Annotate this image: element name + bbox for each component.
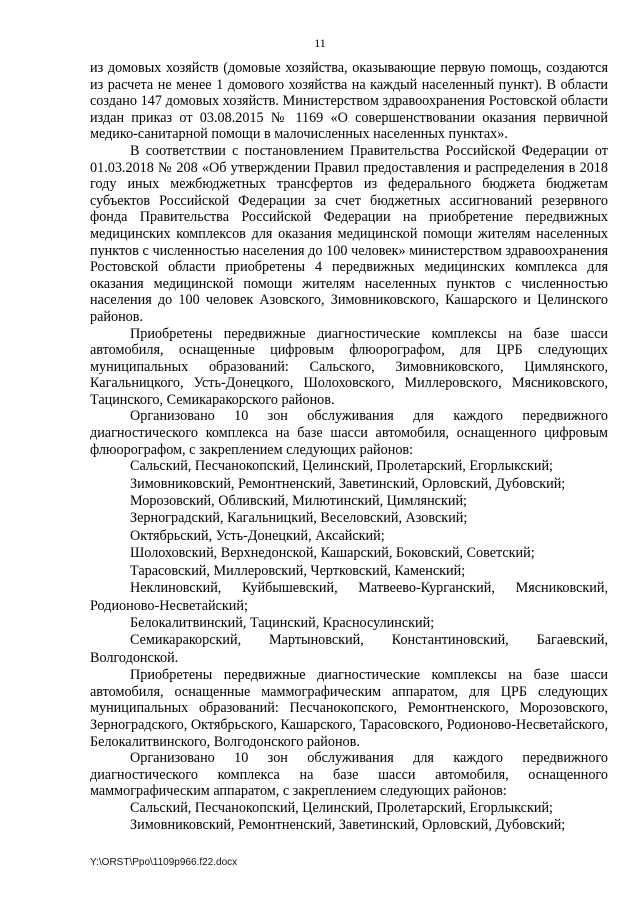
list-item: Октябрьский, Усть-Донецкий, Аксайский; (130, 527, 385, 544)
footer-file-path: Y:\ORST\Ppo\1109p966.f22.docx (90, 857, 238, 868)
list-item: Зерноградский, Кагальницкий, Веселовский, Азовский; (130, 510, 468, 527)
paragraph-government-decree: В соответствии с постановлением Правительства Российской Федерации от 01.03.2018 № 208 «Об утверждении Правил предоставления и распределения в 2018 году иных межбюджетных трансфертов из федерального бюджета бюджетам субъектов Российской Федерации за счет бюджетных ассигнований резервного фонда Правительства Российской Федерации на приобретение передвижных медицинских комплексов для оказания медицинской помощи жителям населенных пунктов с численностью населения до 100 человек» министерством здравоохранения Ростовской области приобретены 4 передвижных медицинских комплекса для оказания медицинской помощи жителям населенных пунктов с численностью населения до 100 человек Азовского, Зимовниковского, Кашарского и Целинского районов. (90, 142, 608, 325)
page-number: 11 (314, 36, 326, 50)
paragraph-mammograph-zones: Организовано 10 зон обслуживания для каждого передвижного диагностического комплекса на базе шасси автомобиля, оснащенного маммографическим аппаратом, с закреплением следующих районов: (90, 750, 608, 800)
fluorograph-zone-list (90, 458, 608, 667)
list-item: Сальский, Песчанокопский, Целинский, Пролетарский, Егорлыкский; (130, 799, 553, 816)
paragraph-domestic-households: из домовых хозяйств (домовые хозяйства, оказывающие первую помощь, создаются из расчета не менее 1 домового хозяйства на каждый населенный пункт). В области создано 147 домовых хозяйств. Министерством здравоохранения Ростовской области издан приказ от 03.08.2015 № 1169 «О совершенствовании оказания первичной медико-санитарной помощи в малочисленных населенных пунктах». (90, 60, 608, 143)
list-item: Морозовский, Обливский, Милютинский, Цимлянский; (130, 493, 467, 510)
list-item: Сальский, Песчанокопский, Целинский, Пролетарский, Егорлыкский; (130, 458, 553, 475)
list-item: Семикаракорский, Мартыновский, Константиновский, Багаевский, Волгодонской. (90, 632, 608, 666)
list-item: Неклиновский, Куйбышевский, Матвеево-Курганский, Мясниковский, Родионово-Несветайский; (90, 580, 608, 614)
list-item: Зимовниковский, Ремонтненский, Заветинский, Орловский, Дубовский; (130, 475, 566, 492)
list-item: Белокалитвинский, Тацинский, Красносулинский; (130, 614, 435, 631)
list-item: Зимовниковский, Ремонтненский, Заветинский, Орловский, Дубовский; (130, 817, 566, 834)
list-item: Шолоховский, Верхнедонской, Кашарский, Боковский, Советский; (130, 545, 535, 562)
paragraph-mammograph-complexes: Приобретены передвижные диагностические комплексы на базе шасси автомобиля, оснащенные маммографическим аппаратом, для ЦРБ следующих муниципальных образований: Песчанокопского, Ремонтненского, Морозовского, Зерноградского, Октябрьского, Кашарского, Тарасовского, Родионово-Несветайского, Белокалитвинского, Волгодонского районов. (90, 667, 608, 750)
list-item: Тарасовский, Миллеровский, Чертковский, Каменский; (130, 562, 466, 579)
mammograph-zone-list (90, 800, 608, 835)
paragraph-fluorograph-complexes: Приобретены передвижные диагностические комплексы на базе шасси автомобиля, оснащенные цифровым флюорографом, для ЦРБ следующих муниципальных образований: Сальского, Зимовниковского, Цимлянского, Кагальницкого, Усть-Донецкого, Шолоховского, Миллеровского, Мясниковского, Тацинского, Семикаракорского районов. (90, 325, 608, 408)
document-body (90, 60, 608, 835)
paragraph-fluorograph-zones: Организовано 10 зон обслуживания для каждого передвижного диагностического комплекса на базе шасси автомобиля, оснащенного цифровым флюорографом, с закреплением следующих районов: (90, 408, 608, 458)
